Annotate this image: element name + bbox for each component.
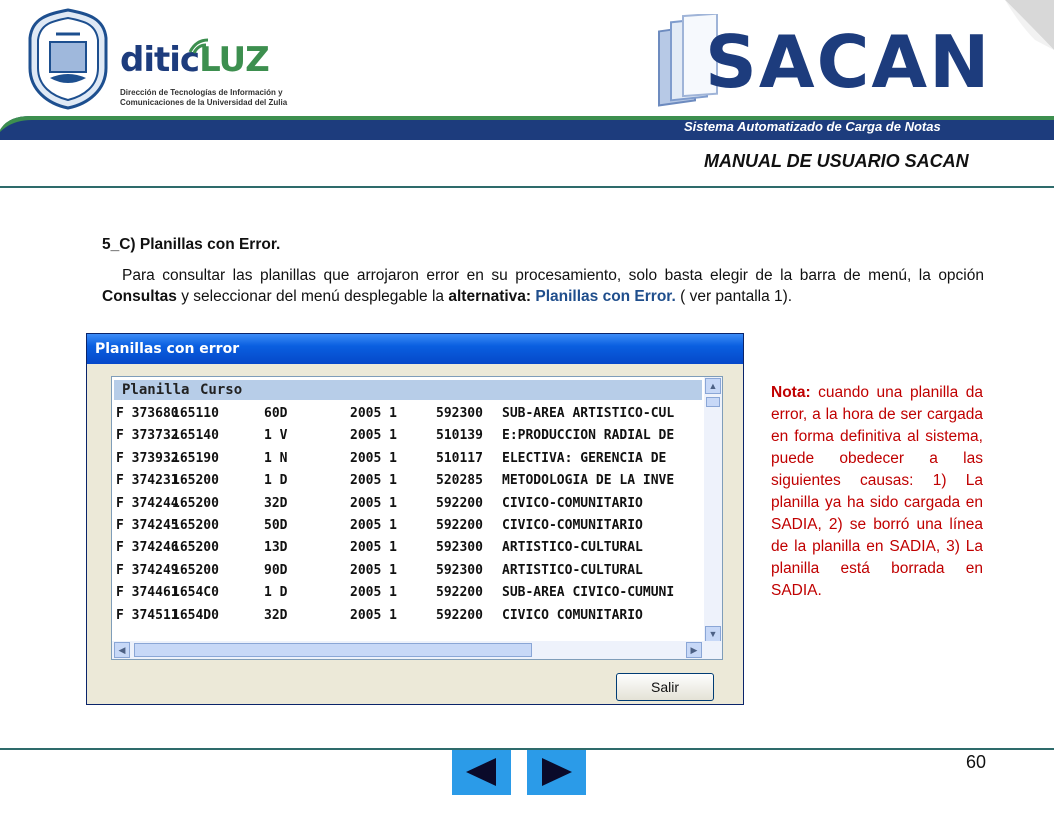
table-cell: F 374511 — [116, 607, 179, 623]
table-cell: 2005 1 — [350, 495, 397, 511]
table-row[interactable] — [114, 582, 702, 604]
table-cell: 592300 — [436, 540, 483, 556]
planillas-listbox[interactable] — [111, 376, 723, 660]
paragraph-text-1: Para consultar las planillas que arrojaron error en su procesamiento, solo basta elegir de la barra de menú, la opción — [122, 267, 984, 284]
table-cell: F 374246 — [116, 540, 179, 556]
planillas-option-ref: Planillas con Error. — [535, 288, 676, 305]
table-cell: 1654D0 — [172, 607, 219, 623]
manual-title: MANUAL DE USUARIO SACAN — [704, 151, 969, 171]
scroll-down-button[interactable]: ▼ — [705, 626, 721, 642]
ditic-logo — [120, 40, 320, 116]
table-cell: 592200 — [436, 518, 483, 533]
vertical-scrollbar[interactable] — [704, 377, 722, 643]
scroll-right-button[interactable]: ▶ — [686, 642, 702, 658]
header-divider — [0, 186, 1054, 188]
scroll-left-button[interactable]: ◀ — [114, 642, 130, 658]
table-cell: SUB-AREA ARTISTICO-CUL — [502, 406, 675, 421]
table-row[interactable] — [114, 448, 702, 470]
page-number: 60 — [966, 752, 987, 772]
table-row[interactable] — [114, 470, 702, 492]
table-row[interactable] — [114, 425, 702, 447]
table-cell: F 373932 — [116, 450, 179, 466]
ditic-subtitle: Dirección de Tecnologías de Información y Comunicaciones de la Universidad del Zulia — [120, 88, 288, 107]
table-row[interactable] — [114, 493, 702, 515]
table-cell: F 373732 — [116, 428, 179, 444]
table-cell: 592200 — [436, 607, 483, 623]
table-row[interactable] — [114, 605, 702, 627]
table-cell: 2005 1 — [350, 406, 397, 421]
table-cell: 165200 — [172, 540, 219, 556]
table-cell: 32D — [264, 607, 288, 623]
wifi-signal-icon — [186, 36, 212, 54]
table-cell: 165200 — [172, 562, 219, 578]
table-cell: F 374249 — [116, 562, 179, 578]
table-cell: 2005 1 — [350, 585, 397, 601]
table-cell: ARTISTICO-CULTURAL — [502, 562, 643, 578]
table-row[interactable] — [114, 515, 702, 537]
page-curl-decoration — [975, 0, 1054, 60]
next-page-button[interactable] — [527, 750, 586, 795]
table-cell: 2005 1 — [350, 540, 397, 556]
table-cell: 592300 — [436, 562, 483, 578]
table-cell: CIVICO-COMUNITARIO — [502, 495, 643, 511]
table-cell: ARTISTICO-CULTURAL — [502, 540, 643, 556]
note-paragraph — [771, 382, 983, 602]
alternativa-label: alternativa: — [448, 288, 536, 305]
instruction-paragraph — [102, 265, 984, 307]
arrow-right-icon — [527, 750, 586, 795]
table-cell: 165200 — [172, 495, 219, 511]
university-seal-logo — [28, 8, 108, 110]
column-header-planilla: Planilla — [122, 382, 190, 398]
section-heading: 5_C) Planillas con Error. — [102, 236, 281, 253]
sacan-subtitle: Sistema Automatizado de Carga de Notas — [684, 119, 941, 134]
table-cell: F 374244 — [116, 495, 179, 511]
list-header — [114, 380, 702, 400]
window-title-bar[interactable] — [87, 334, 743, 364]
note-text: cuando una planilla da error, a la hora de ser cargada en forma definitiva al sistema, puede obedecer a las siguientes causas: 1) La planilla ya ha sido cargada en SADIA, 2) se borró una línea de la planilla en SADIA, 3) La planilla está borrada en SADIA. — [771, 384, 983, 599]
table-cell: 1654C0 — [172, 585, 219, 601]
table-cell: 50D — [264, 518, 288, 533]
column-header-curso: Curso — [200, 382, 243, 398]
table-cell: 165110 — [172, 406, 219, 421]
salir-button[interactable]: Salir — [616, 673, 714, 701]
table-cell: 1 D — [264, 585, 288, 601]
window-title: Planillas con error — [95, 341, 240, 357]
table-cell: 165190 — [172, 450, 219, 466]
table-cell: 510139 — [436, 428, 483, 444]
table-row[interactable] — [114, 403, 702, 425]
planillas-con-error-window — [86, 333, 744, 705]
table-cell: F 374461 — [116, 585, 179, 601]
page-header — [0, 0, 1054, 190]
table-cell: 592200 — [436, 495, 483, 511]
paragraph-text-2: y seleccionar del menú desplegable la — [176, 288, 449, 305]
table-cell: SUB-AREA CIVICO-CUMUNI — [502, 585, 675, 601]
horizontal-scroll-thumb[interactable] — [134, 643, 532, 657]
table-cell: ELECTIVA: GERENCIA DE — [502, 450, 667, 466]
scroll-up-button[interactable]: ▲ — [705, 378, 721, 394]
table-cell: 165140 — [172, 428, 219, 444]
ditic-wordmark: diticLUZ — [120, 40, 269, 80]
table-cell: 2005 1 — [350, 473, 397, 489]
table-cell: 165200 — [172, 518, 219, 533]
table-cell: 13D — [264, 540, 288, 556]
table-cell: 32D — [264, 495, 288, 511]
table-cell: 60D — [264, 406, 288, 421]
table-cell: 1 D — [264, 473, 288, 489]
vertical-scroll-thumb[interactable] — [706, 397, 720, 407]
table-cell: METODOLOGIA DE LA INVE — [502, 473, 675, 489]
table-cell: 165200 — [172, 473, 219, 489]
table-cell: 2005 1 — [350, 450, 397, 466]
table-cell: F 374245 — [116, 518, 179, 533]
table-cell: 2005 1 — [350, 518, 397, 533]
table-cell: 592200 — [436, 585, 483, 601]
table-cell: 520285 — [436, 473, 483, 489]
table-cell: 1 N — [264, 450, 288, 466]
note-label: Nota: — [771, 384, 811, 401]
table-cell: F 373680 — [116, 406, 179, 421]
horizontal-scrollbar[interactable] — [112, 641, 722, 659]
table-cell: E:PRODUCCION RADIAL DE — [502, 428, 675, 444]
table-cell: 1 V — [264, 428, 288, 444]
table-cell: CIVICO COMUNITARIO — [502, 607, 643, 623]
table-cell: 90D — [264, 562, 288, 578]
table-cell: 2005 1 — [350, 562, 397, 578]
arrow-left-icon — [452, 750, 511, 795]
previous-page-button[interactable] — [452, 750, 511, 795]
table-cell: 2005 1 — [350, 607, 397, 623]
table-cell: 510117 — [436, 450, 483, 466]
sacan-logo: SACAN — [705, 20, 992, 104]
consultas-menu-ref: Consultas — [102, 288, 177, 305]
table-cell: 2005 1 — [350, 428, 397, 444]
table-row[interactable] — [114, 537, 702, 559]
table-row[interactable] — [114, 560, 702, 582]
paragraph-text-3: ( ver pantalla 1). — [675, 288, 793, 305]
table-cell: 592300 — [436, 406, 483, 421]
table-cell: CIVICO-COMUNITARIO — [502, 518, 643, 533]
table-cell: F 374231 — [116, 473, 179, 489]
